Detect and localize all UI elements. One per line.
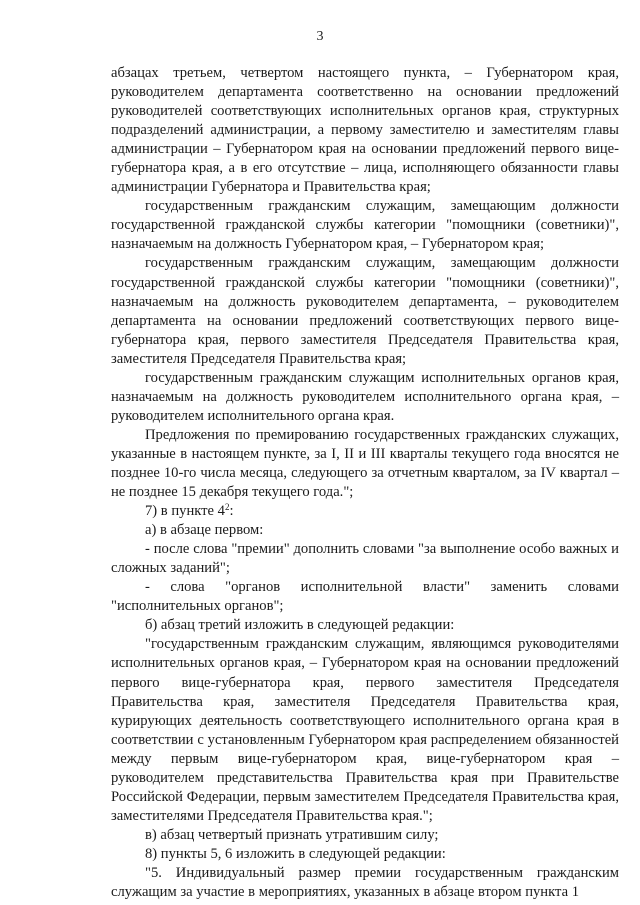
paragraph-4: государственным гражданским служащим исполнительных органов края, назначаемым на должность руководителем исполнительного органа края, – руководителем исполнительного органа края. <box>111 369 619 424</box>
paragraph-1: абзацах третьем, четвертом настоящего пункта, – Губернатором края, руководителем департамента соответственно на основании предложений руководителей соответствующих исполнительных органов края, структурных подразделений администрации, а первому заместителю и заместителям главы администрации – Губернатором края на основании предложений первого вице-губернатора края, а в его отсутствие – лица, исполняющего обязанности главы администрации Губернатора и Правительства края; <box>111 65 619 196</box>
paragraph-14: "5. Индивидуальный размер премии государственным гражданским служащим за участие в мероприятиях, указанных в абзаце втором пункта 1 <box>111 864 619 901</box>
paragraph-5: Предложения по премированию государственных гражданских служащих, указанные в настоящем пункте, за I, II и III кварталы текущего года вносятся не позднее 10-го числа месяца, следующего за отчетным кварталом, за IV квартал – не позднее 15 декабря текущего года."; <box>111 426 619 501</box>
paragraph-6-text: 7) в пункте 4 <box>145 503 225 520</box>
paragraph-6 <box>111 502 619 521</box>
superscript: 2 <box>224 502 230 513</box>
paragraph-13: 8) пункты 5, 6 изложить в следующей редакции: <box>145 845 446 862</box>
paragraph-8: - после слова "премии" дополнить словами "за выполнение особо важных и сложных заданий"; <box>111 541 619 577</box>
paragraph-6-tail: : <box>229 503 234 520</box>
paragraph-3: государственным гражданским служащим, замещающим должности государственной гражданской службы категории "помощники (советники)", назначаемым на должность руководителем департамента, – руководителем департамента на основании предложений соответствующих первого вице-губернатора края, первого заместителя Председателя Правительства края, заместителя Председателя Правительства края; <box>111 255 619 367</box>
paragraph-7: а) в абзаце первом: <box>145 522 264 539</box>
paragraph-11: "государственным гражданским служащим, являющимся руководителями исполнительных органов края, – Губернатором края на основании предложений первого вице-губернатора края, первого заместителя Председателя Правительства края, заместителя Председателя Правительства края, курирующих деятельность соответствующего исполнительного органа края в соответствии с установленным Губернатором края распределением обязанностей между первым вице-губернатором края, вице-губернатором края – руководителем представительства Правительства края при Правительстве Российской Федерации, первым заместителем Председателя Правительства края, заместителями Председателя Правительства края."; <box>111 636 619 824</box>
document-body <box>111 64 619 902</box>
paragraph-9: - слова "органов исполнительной власти" заменить словами "исполнительных органов"; <box>111 579 619 615</box>
paragraph-10: б) абзац третий изложить в следующей редакции: <box>145 617 455 634</box>
paragraph-2: государственным гражданским служащим, замещающим должности государственной гражданской службы категории "помощники (советники)", назначаемым на должность Губернатором края, – Губернатором края; <box>111 198 619 253</box>
page-number: 3 <box>316 29 324 44</box>
paragraph-12: в) абзац четвертый признать утратившим силу; <box>145 826 439 843</box>
